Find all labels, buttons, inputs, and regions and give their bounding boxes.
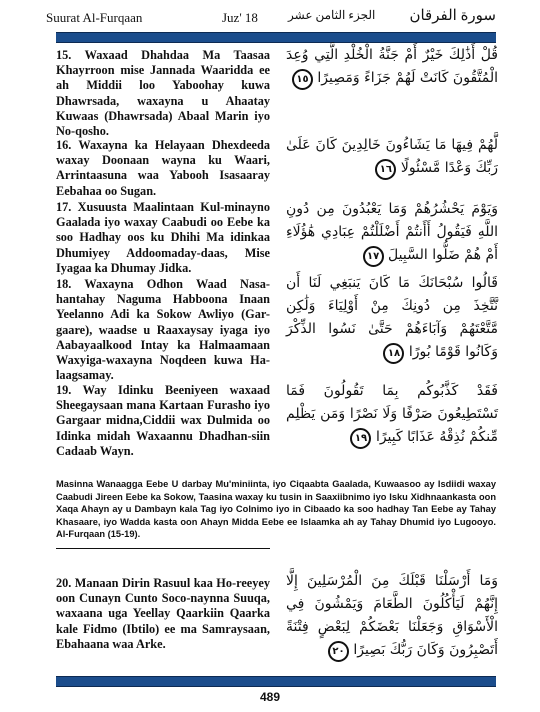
arabic-verse-18 bbox=[286, 272, 498, 364]
arabic-surah-name: سورة الفرقان bbox=[409, 8, 496, 24]
arabic-verse-19 bbox=[286, 380, 498, 449]
verse-15-translation: 15. Waxaad Dhahdaa Ma Taasaa Khayrroon mise Jannada Waaridda ee ah Middii loo Yaboohay kuwa Dhawrsada, waxayna u Ahaatay Kuwaas (Dhawrsada) Abaal Marin iyo No-qosho. bbox=[56, 48, 270, 139]
verse-18-translation: 18. Waxayna Odhon Waad Nasa-hantahay Naguma Habboona Inaan Yeelanno Adi ka Sokow Awliyo (Gar-gaare), waadse u Raaxaysay iyaga iyo Aabayaalkood Intay ka Halmaamaan Waxyiga-waxayna Noqdeen kuwa Ha-laagsamay. bbox=[56, 277, 270, 383]
verse-19-translation: 19. Way Idinku Beeniyeen waxaad Sheegaysaan mana Kartaan Furasho iyo Gargaar midna,Ciddii wax Dulmida oo Idinka midah Waxaannu Dhadhan-siin Cadaab Wayn. bbox=[56, 383, 270, 458]
verse-16-translation: 16. Waxayna ka Helayaan Dhexdeeda waxay Doonaan wayna ku Waari, Arrintaasuna waa Yabooh Isasaaray Eebahaa oo Sugan. bbox=[56, 138, 270, 198]
verse-number-marker: ١٧ bbox=[363, 246, 384, 267]
verse-20-translation: 20. Manaan Dirin Rasuul kaa Ho-reeyey oon Cunayn Cunto Soco-naynna Suuqa, waxaana uga Yeellay Qaarkiin Qaarka kale Fidmo (Ibtilo) ee ma Samraysaan, Ebahaana waa Arke. bbox=[56, 576, 270, 651]
surah-name: Suurat Al-Furqaan bbox=[46, 10, 143, 25]
verse-number-marker: ١٨ bbox=[383, 343, 404, 364]
footnote-divider bbox=[56, 548, 270, 549]
arabic-verse-text: وَيَوْمَ يَحْشُرُهُمْ وَمَا يَعْبُدُونَ مِن دُونِ اللَّهِ فَيَقُولُ أَأَنتُمْ أَضْلَلْتُمْ عِبَادِي هَٰؤُلَاءِ أَمْ هُمْ ضَلُّوا السَّبِيلَ bbox=[286, 201, 498, 263]
verse-number-marker: ١٥ bbox=[292, 69, 313, 90]
arabic-verse-text: وَمَا أَرْسَلْنَا قَبْلَكَ مِنَ الْمُرْسَلِينَ إِلَّا إِنَّهُمْ لَيَأْكُلُونَ الطَّعَامَ وَيَمْشُونَ فِي الْأَسْوَاقِ وَجَعَلْنَا بَعْضَكُمْ لِبَعْضٍ فِتْنَةً أَتَصْبِرُونَ وَكَانَ رَبُّكَ بَصِيرًا bbox=[286, 573, 498, 658]
verse-number-marker: ٢٠ bbox=[328, 641, 349, 662]
arabic-verse-20 bbox=[286, 570, 498, 662]
arabic-verse-text: فَقَدْ كَذَّبُوكُم بِمَا تَقُولُونَ فَمَا تَسْتَطِيعُونَ صَرْفًا وَلَا نَصْرًا وَمَن يَظْلِم مِّنكُمْ نُذِقْهُ عَذَابًا كَبِيرًا bbox=[286, 383, 498, 445]
commentary-footnote: Masinna Wanaagga Eebe U darbay Mu'miniinta, iyo Ciqaabta Gaalada, Kuwaasoo ay Isdiidi waxay Caabudi Jireen Eebe ka Sokow, Taasina waxay ku tusin in Saaxiibnimo iyo Isku Xidhnaankasta oon Xaqa Ahayn ay u Dambayn kala Tag iyo Colnimo iyo in Cibaado ka soo hadhay Tan Eebe ay Tahay Khasaare, iyo Wadda kasta oon Ahayn Midda Eebe ee Islaamka ah ay Tahay Dhumid iyo Lugooyo. Al-Furqaan (15-19). bbox=[56, 479, 496, 540]
top-border-bar bbox=[56, 32, 496, 43]
arabic-verse-text: لَّهُمْ فِيهَا مَا يَشَاءُونَ خَالِدِينَ كَانَ عَلَىٰ رَبِّكَ وَعْدًا مَّسْئُولًا bbox=[286, 137, 498, 176]
arabic-juz-label: الجزء الثامن عشر bbox=[288, 8, 376, 22]
verse-17-translation: 17. Xusuusta Maalintaan Kul-minayno Gaalada iyo waxay Caabudi oo Eebe ka soo Hadhay oos ku Dhihi Ma idinkaa Dhumiyey Addoomaday-daas, Mise Iyagaa ka Dhumay Jidka. bbox=[56, 200, 270, 275]
arabic-verse-15 bbox=[286, 44, 498, 90]
juz-label: Juz' 18 bbox=[222, 10, 258, 25]
verse-number-marker: ١٦ bbox=[375, 159, 396, 180]
page-number: 489 bbox=[259, 690, 281, 704]
arabic-verse-text: قَالُوا سُبْحَانَكَ مَا كَانَ يَنبَغِي لَنَا أَن نَّتَّخِذَ مِن دُونِكَ مِنْ أَوْلِيَاءَ وَلَٰكِن مَّتَّعْتَهُمْ وَآبَاءَهُمْ حَتَّىٰ نَسُوا الذِّكْرَ وَكَانُوا قَوْمًا بُورًا bbox=[286, 275, 498, 360]
arabic-verse-17 bbox=[286, 198, 498, 267]
arabic-verse-text: قُلْ أَذَٰلِكَ خَيْرٌ أَمْ جَنَّةُ الْخُلْدِ الَّتِي وُعِدَ الْمُتَّقُونَ كَانَتْ لَهُمْ جَزَاءً وَمَصِيرًا bbox=[286, 47, 498, 86]
arabic-verse-16 bbox=[286, 134, 498, 180]
bottom-border-bar bbox=[56, 676, 496, 687]
verse-number-marker: ١٩ bbox=[350, 428, 371, 449]
